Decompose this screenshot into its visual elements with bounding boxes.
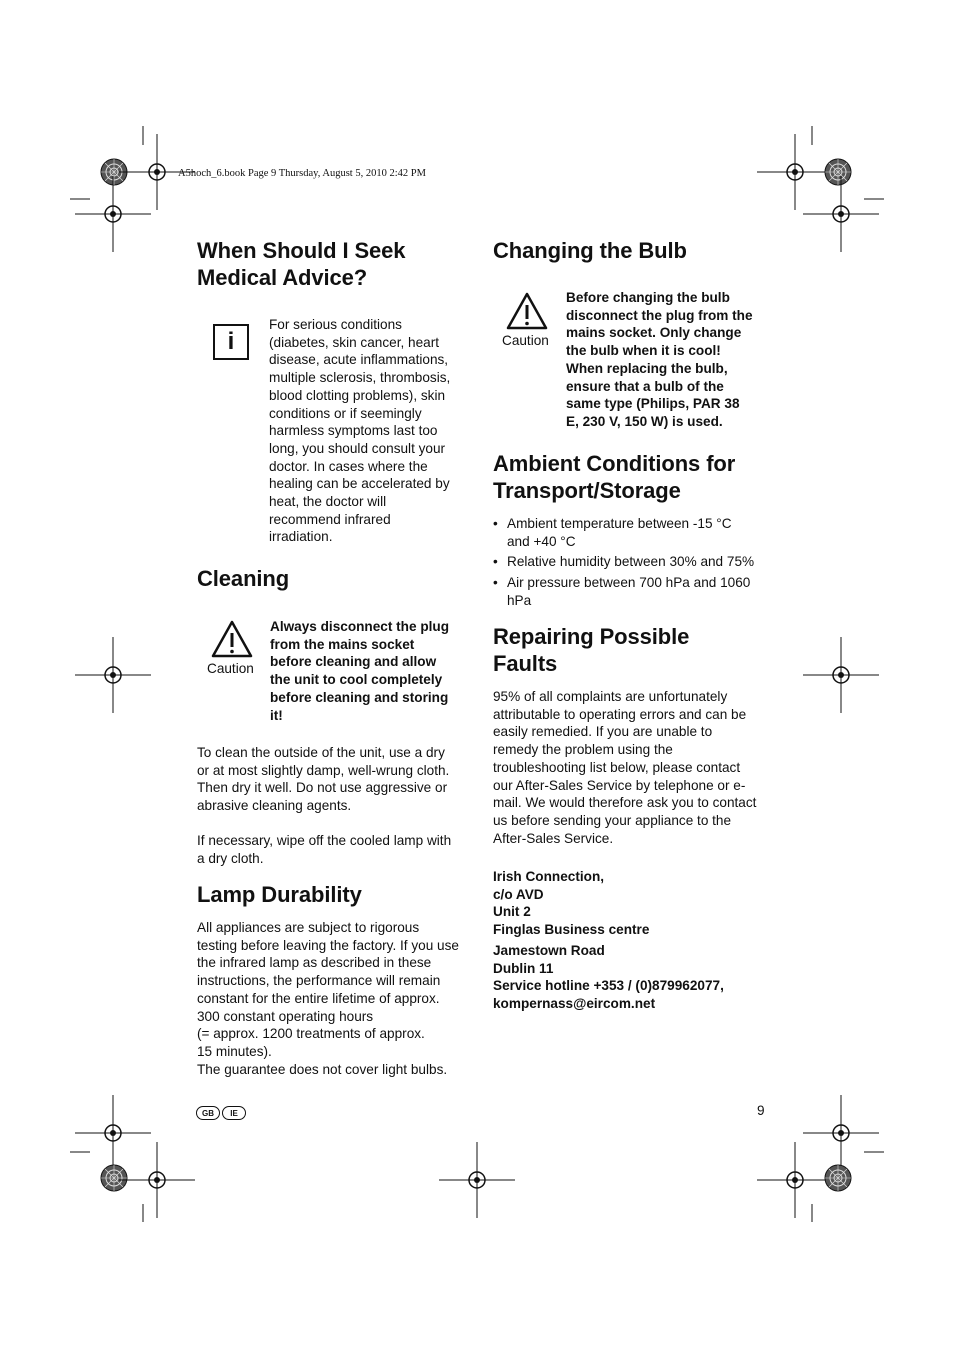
repair-title-line2: Faults [493,651,558,676]
text-line: healing can be accelerated by [269,476,450,492]
text-line: harmless symptoms last too [269,423,438,439]
durability-text [197,919,477,1078]
section-medical-advice [197,237,477,291]
text-line: troubleshooting list below, please contact [493,759,741,775]
text-line: For serious conditions [269,317,402,332]
text-line: The guarantee does not cover light bulbs. [197,1061,448,1077]
language-badges [196,1106,246,1120]
address-line: Dublin 11 [493,960,554,976]
text-line: mail. We would therefore ask you to contact [493,795,757,811]
medical-title-line2: Medical Advice? [197,265,368,290]
durability-title: Lamp Durability [197,882,362,907]
text-line: To clean the outside of the unit, use a dry [197,745,445,760]
text-line: 15 minutes). [197,1043,272,1059]
text-line: conditions or if seemingly [269,405,422,421]
text-line: instructions, the performance will remain [197,973,441,989]
text-line: After-Sales Service. [493,830,614,846]
repair-text [493,688,773,847]
caution-label: Caution [207,661,254,676]
warning-line: the unit to cool completely [270,672,443,688]
text-line: (= approx. 1200 treatments of approx. [197,1026,425,1042]
service-address [493,868,773,1013]
text-line: attributable to operating errors and can be [493,706,747,722]
warning-line: Before changing the bulb [566,290,730,305]
address-line: c/o AVD [493,886,544,902]
text-line: remedy the problem using the [493,742,673,758]
text-line: abrasive cleaning agents. [197,798,352,814]
warning-line: before cleaning and storing [270,689,449,705]
caution-triangle-icon [506,292,548,330]
cleaning-paragraph-2 [197,832,477,867]
text-line: recommend infrared [269,511,391,527]
text-line: a dry cloth. [197,850,264,866]
list-item: • Relative humidity between 30% and 75% [493,553,757,571]
text-line: easily remedied. If you are unable to [493,724,713,740]
cleaning-title: Cleaning [197,566,290,591]
cleaning-warning [270,618,470,724]
medical-title-line1: When Should I Seek [197,238,406,263]
ambient-title-line1: Ambient Conditions for [493,451,736,476]
bulb-warning [566,289,776,431]
text-line: constant for the entire lifetime of approx. [197,990,440,1006]
text-line: or at most slightly damp, well-wrung cloth. [197,762,450,778]
warning-line: mains socket. Only change [566,325,742,341]
section-repair [493,623,783,677]
text-line: doctor. In cases where the [269,458,428,474]
caution-label: Caution [502,333,549,348]
text-line: If necessary, wipe off the cooled lamp with [197,833,452,848]
warning-line: from the mains socket [270,636,415,652]
text-line: 300 constant operating hours [197,1008,374,1024]
ambient-list [493,515,757,613]
text-line: disease, acute inflammations, [269,352,449,368]
text-line: our After-Sales Service by telephone or e- [493,777,746,793]
list-item: • Air pressure between 700 hPa and 1060 hPa [493,574,757,609]
text-line: 95% of all complaints are unfortunately [493,689,728,704]
lang-badge-gb: GB [196,1106,220,1120]
list-item: • Ambient temperature between -15 °C and +40 °C [493,515,757,550]
lang-badge-ie: IE [222,1106,246,1120]
text-line: us before sending your appliance to the [493,812,732,828]
bulb-title: Changing the Bulb [493,238,687,263]
text-line: blood clotting problems), skin [269,387,446,403]
address-line: Service hotline +353 / (0)879962077, [493,978,724,994]
warning-line: the bulb when it is cool! [566,343,721,359]
address-line: Irish Connection, [493,869,605,884]
text-line: Then dry it well. Do not use aggressive or [197,780,448,796]
text-line: the infrared lamp as described in these [197,955,432,971]
address-line: Jamestown Road [493,942,605,958]
print-header: A5hoch_6.book Page 9 Thursday, August 5, 2010 2:42 PM [178,168,426,179]
address-line: Unit 2 [493,904,531,920]
cleaning-paragraph-1 [197,744,477,815]
page-number: 9 [757,1103,765,1118]
warning-line: before cleaning and allow [270,654,437,670]
text-line: long, you should consult your [269,440,446,456]
warning-line: When replacing the bulb, [566,360,728,376]
repair-title-line1: Repairing Possible [493,624,690,649]
address-line: kompernass@eircom.net [493,995,656,1011]
info-icon: i [213,324,249,360]
text-line: multiple sclerosis, thrombosis, [269,370,451,386]
ambient-title-line2: Transport/Storage [493,478,681,503]
address-line: Finglas Business centre [493,922,650,938]
text-line: testing before leaving the factory. If you use [197,937,459,953]
text-line: (diabetes, skin cancer, heart [269,334,440,350]
warning-line: E, 230 V, 150 W) is used. [566,413,723,429]
text-line: All appliances are subject to rigorous [197,920,420,935]
section-ambient-conditions [493,450,783,504]
text-line: heat, the doctor will [269,494,387,510]
warning-line: it! [270,707,283,723]
text-line: irradiation. [269,529,333,545]
warning-line: ensure that a bulb of the [566,378,724,394]
warning-line: disconnect the plug from the [566,307,753,323]
warning-line: same type (Philips, PAR 38 [566,396,740,412]
medical-text [269,316,469,546]
caution-triangle-icon [211,620,253,658]
warning-line: Always disconnect the plug [270,619,450,634]
